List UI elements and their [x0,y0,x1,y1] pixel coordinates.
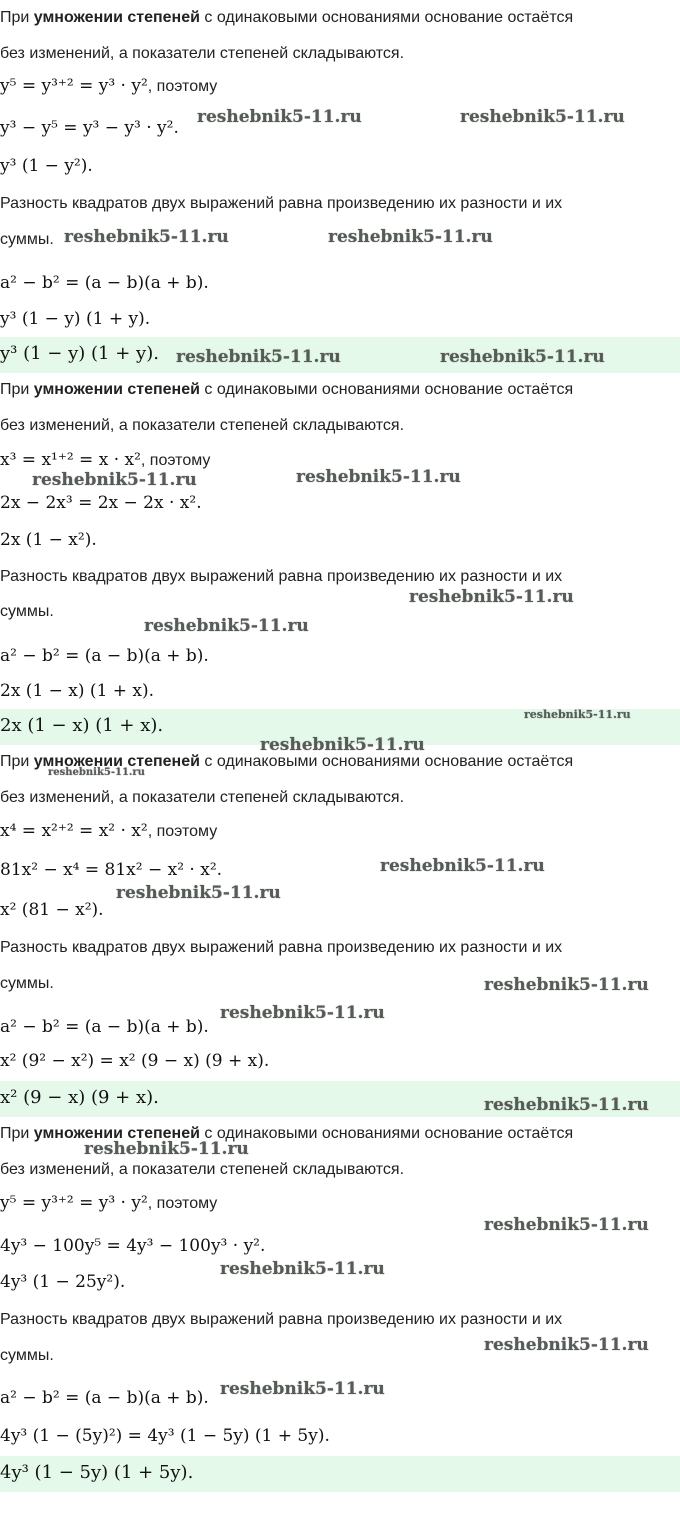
watermark: reshebnik5-11.ru [328,227,493,247]
watermark: reshebnik5-11.ru [484,975,649,995]
factored-step: 4y³ (1 − 25y²). [0,1272,126,1292]
diff-squares-text: Разность квадратов двух выражений равна произведению их разности и их [0,195,563,212]
power-rule: x³ = x¹⁺² = x · x², поэтому [0,450,211,470]
power-rule-formula: x³ = x¹⁺² = x · x² [0,450,141,470]
watermark: reshebnik5-11.ru [440,347,605,367]
diff-squares-formula: a² − b² = (a − b)(a + b). [0,1017,209,1037]
answer: x² (9 − x) (9 + x). [0,1087,159,1108]
watermark: reshebnik5-11.ru [484,1335,649,1355]
answer-box [0,1456,680,1492]
rule-text: При умножении степеней с одинаковыми основаниями основание остаётся [0,753,574,770]
power-rule-formula: y⁵ = y³⁺² = y³ · y² [0,76,148,96]
diff-squares-text-cont: суммы. [0,1347,54,1364]
answer: y³ (1 − y) (1 + y). [0,343,159,364]
power-rule: x⁴ = x²⁺² = x² · x², поэтому [0,821,218,841]
rule-text-cont: без изменений, а показатели степеней складываются. [0,417,405,434]
watermark: reshebnik5-11.ru [116,883,281,903]
watermark: reshebnik5-11.ru [296,467,461,487]
rule-text: При умножении степеней с одинаковыми основаниями основание остаётся [0,9,574,26]
watermark: reshebnik5-11.ru [260,735,425,755]
rule-text: При умножении степеней с одинаковыми основаниями основание остаётся [0,381,574,398]
diff-squares-formula: a² − b² = (a − b)(a + b). [0,273,209,293]
watermark: reshebnik5-11.ru [460,107,625,127]
applied-step: 2x (1 − x) (1 + x). [0,681,155,701]
rule-text-cont: без изменений, а показатели степеней складываются. [0,789,405,806]
watermark: reshebnik5-11.ru [144,616,309,636]
watermark: reshebnik5-11.ru [380,856,545,876]
diff-squares-text-cont: суммы. [0,231,54,248]
power-rule-formula: y⁵ = y³⁺² = y³ · y² [0,1193,148,1213]
rewrite-step: y³ − y⁵ = y³ − y³ · y². [0,118,179,138]
rule-text: При умножении степеней с одинаковыми основаниями основание остаётся [0,1125,574,1142]
diff-squares-text-cont: суммы. [0,603,54,620]
power-rule: y⁵ = y³⁺² = y³ · y², поэтому [0,1193,218,1213]
factored-step: x² (81 − x²). [0,900,104,920]
applied-step: y³ (1 − y) (1 + y). [0,309,151,329]
watermark: reshebnik5-11.ru [409,587,574,607]
diff-squares-text: Разность квадратов двух выражений равна произведению их разности и их [0,1311,563,1328]
applied-step: x² (9² − x²) = x² (9 − x) (9 + x). [0,1051,270,1071]
diff-squares-text: Разность квадратов двух выражений равна произведению их разности и их [0,939,563,956]
watermark: reshebnik5-11.ru [48,767,145,778]
rewrite-step: 4y³ − 100y⁵ = 4y³ − 100y³ · y². [0,1236,266,1256]
rewrite-step: 81x² − x⁴ = 81x² − x² · x². [0,860,223,880]
rule-text-cont: без изменений, а показатели степеней складываются. [0,45,405,62]
answer: 2x (1 − x) (1 + x). [0,715,164,736]
diff-squares-formula: a² − b² = (a − b)(a + b). [0,1388,209,1408]
watermark: reshebnik5-11.ru [197,107,362,127]
power-rule: y⁵ = y³⁺² = y³ · y², поэтому [0,76,218,96]
rule-text-cont: без изменений, а показатели степеней складываются. [0,1161,405,1178]
watermark: reshebnik5-11.ru [484,1095,649,1115]
watermark: reshebnik5-11.ru [32,470,197,490]
rewrite-step: 2x − 2x³ = 2x − 2x · x². [0,493,202,513]
factored-step: y³ (1 − y²). [0,156,93,176]
watermark: reshebnik5-11.ru [176,347,341,367]
diff-squares-text-cont: суммы. [0,975,54,992]
factored-step: 2x (1 − x²). [0,530,97,550]
diff-squares-text: Разность квадратов двух выражений равна произведению их разности и их [0,568,563,585]
watermark: reshebnik5-11.ru [84,1139,249,1159]
watermark: reshebnik5-11.ru [220,1379,385,1399]
power-rule-formula: x⁴ = x²⁺² = x² · x² [0,821,148,841]
watermark: reshebnik5-11.ru [524,708,631,721]
watermark: reshebnik5-11.ru [64,227,229,247]
answer: 4y³ (1 − 5y) (1 + 5y). [0,1462,194,1483]
watermark: reshebnik5-11.ru [220,1003,385,1023]
watermark: reshebnik5-11.ru [484,1215,649,1235]
applied-step: 4y³ (1 − (5y)²) = 4y³ (1 − 5y) (1 + 5y). [0,1426,330,1446]
watermark: reshebnik5-11.ru [220,1259,385,1279]
diff-squares-formula: a² − b² = (a − b)(a + b). [0,646,209,666]
